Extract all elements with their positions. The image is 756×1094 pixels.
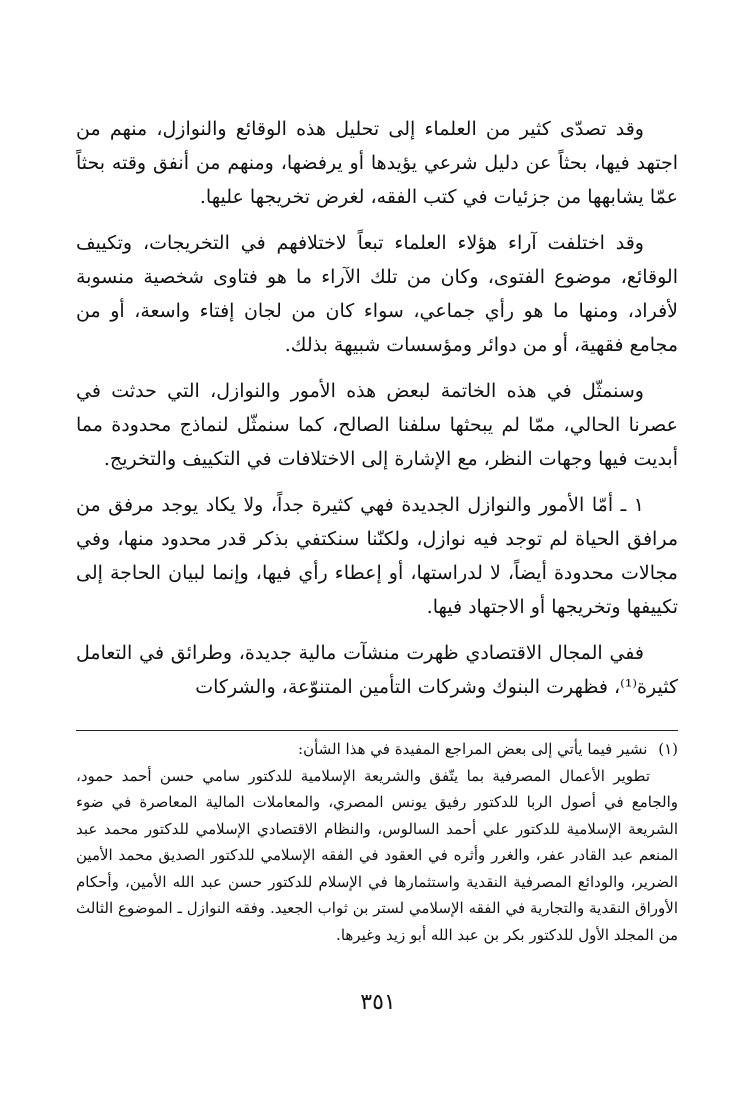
- paragraph-5: ففي المجال الاقتصادي ظهرت منشآت مالية جديدة، وطرائق في التعامل كثيرة⁽¹⁾، فظهرت البنوك وشركات التأمين المتنوّعة، والشركات: [76, 642, 678, 698]
- paragraph-1: وقد تصدّى كثير من العلماء إلى تحليل هذه الوقائع والنوازل، منهم من اجتهد فيها، بحثاً عن دليل شرعي يؤيدها أو يرفضها، ومنهم من أنفق وقته بحثاً عمّا يشابهها من جزئيات في كتب الفقه، لغرض تخريجها عليها.: [76, 118, 678, 208]
- footnote-heading: نشير فيما يأتي إلى بعض المراجع المفيدة في هذا الشأن:: [298, 740, 648, 758]
- paragraph-2: وقد اختلفت آراء هؤلاء العلماء تبعاً لاختلافهم في التخريجات، وتكييف الوقائع، موضوع الفتوى، وكان من تلك الآراء ما هو فتاوى شخصية منسوبة لأفراد، ومنها ما هو رأي جماعي، سواء كان من لجان إفتاء واسعة، أو من مجامع فقهية، أو من دوائر ومؤسسات شبيهة بذلك.: [76, 232, 678, 356]
- footnote-block: [76, 736, 678, 948]
- paragraph-4: ١ ـ أمّا الأمور والنوازل الجديدة فهي كثيرة جداً، ولا يكاد يوجد مرفق من مرافق الحياة لم توجد فيه نوازل، ولكنّنا سنكتفي بذكر قدر محدود منها، وفي مجالات محدودة أيضاً، لا لدراستها، أو إعطاء رأي فيها، وإنما لبيان الحاجة إلى تكييفها وتخريجها أو الاجتهاد فيها.: [76, 494, 678, 618]
- paragraph-3: وسنمثّل في هذه الخاتمة لبعض هذه الأمور والنوازل، التي حدثت في عصرنا الحالي، ممّا لم يبحثها سلفنا الصالح، كما سنمثّل لنماذج محدودة مما أبديت فيها وجهات النظر، مع الإشارة إلى الاختلافات في التكييف والتخريج.: [76, 380, 678, 470]
- footnote-number: (١): [658, 740, 678, 758]
- page-number: ٣٥١: [360, 990, 396, 1015]
- main-text: [76, 112, 678, 716]
- footnote-heading-line: [76, 736, 678, 763]
- footnote-divider: [76, 730, 678, 731]
- footnote-text: تطوير الأعمال المصرفية بما يتّفق والشريعة الإسلامية للدكتور سامي حسن أحمد حمود، والجامع في أصول الربا للدكتور رفيق يونس المصري، والمعاملات المالية المعاصرة في ضوء الشريعة الإسلامية للدكتور علي أحمد السالوس، والنظام الاقتصادي الإسلامي للدكتور محمد عبد المنعم عبد القادر عفر، والغرر وأثره في العقود في الفقه الإسلامي للدكتور الصديق محمد الأمين الضرير، والودائع المصرفية النقدية واستثمارها في الإسلام للدكتور حسن عبد الله الأمين، وأحكام الأوراق النقدية والتجارية في الفقه الإسلامي لستر بن ثواب الجعيد. وفقه النوازل ـ الموضوع الثالث من المجلد الأول للدكتور بكر بن عبد الله أبو زيد وغيرها.: [76, 766, 678, 944]
